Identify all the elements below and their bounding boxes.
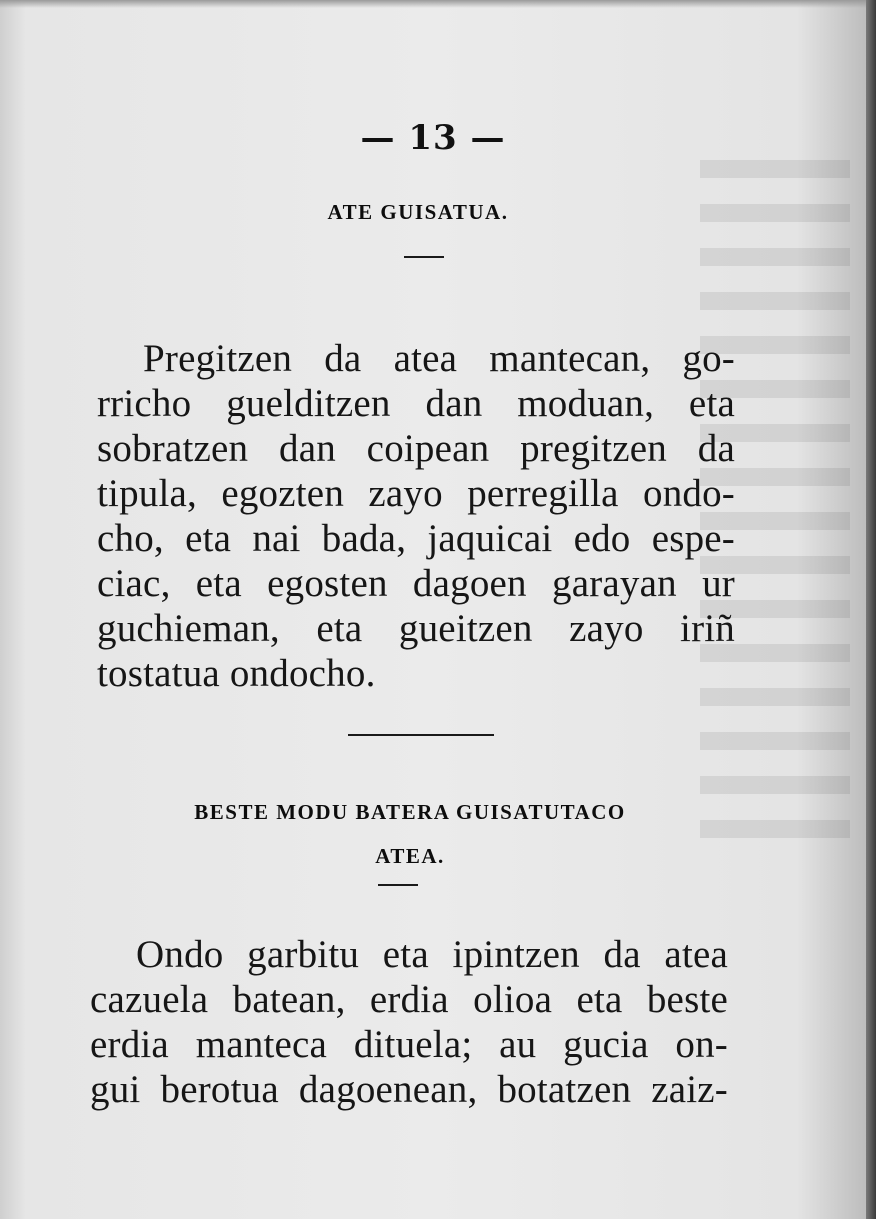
paragraph-line: tipula, egozten zayo perregilla ondo- — [97, 472, 735, 515]
paragraph-line: sobratzen dan coipean pregitzen da — [97, 427, 735, 470]
section-heading-beste-modu — [0, 790, 820, 878]
paragraph-line: erdia manteca dituela; au gucia on- — [90, 1023, 728, 1066]
paragraph-line: Pregitzen da atea mantecan, go- — [143, 337, 735, 380]
paragraph-line: Ondo garbitu eta ipintzen da atea — [136, 933, 728, 976]
paragraph-line: tostatua ondocho. — [97, 652, 376, 695]
paragraph-line: rricho guelditzen dan moduan, eta — [97, 382, 735, 425]
page-top-edge — [0, 0, 866, 8]
paragraph-line: cazuela batean, erdia olioa eta beste — [90, 978, 728, 1021]
paragraph-line: gui berotua dagoenean, botatzen zaiz- — [90, 1068, 728, 1111]
section-heading-line: BESTE MODU BATERA GUISATUTACO — [194, 800, 626, 824]
section-divider-rule — [348, 734, 494, 736]
short-rule-divider — [378, 884, 418, 886]
paragraph-line: cho, eta nai bada, jaquicai edo espe- — [97, 517, 735, 560]
short-rule-divider — [404, 256, 444, 258]
paragraph-line: guchieman, eta gueitzen zayo iriñ — [97, 607, 735, 650]
book-spine-edge — [866, 0, 876, 1219]
recipe-paragraph-2 — [90, 932, 728, 1112]
paragraph-line: ciac, eta egosten dagoen garayan ur — [97, 562, 735, 605]
section-heading-ate-guisatua: ATE GUISATUA. — [327, 200, 509, 224]
recipe-paragraph-1 — [97, 336, 735, 696]
section-heading-line: ATEA. — [375, 844, 445, 868]
page-number: — 13 — — [360, 118, 506, 158]
